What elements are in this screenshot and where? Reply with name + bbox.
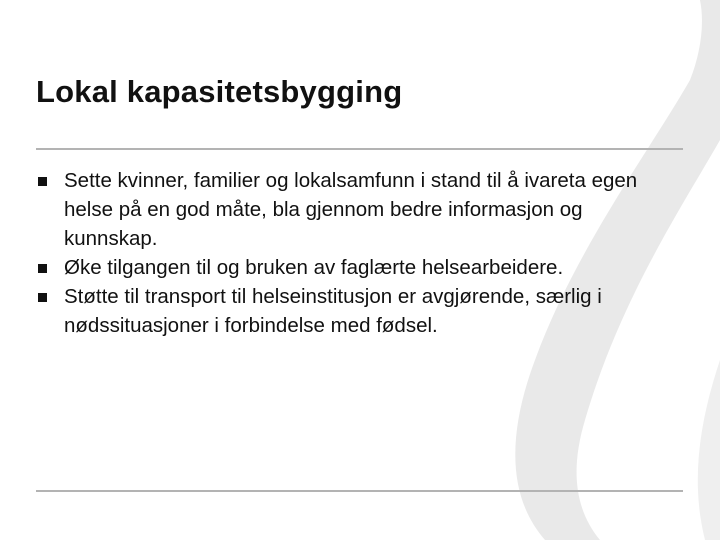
bullet-item xyxy=(36,166,666,253)
bullet-list xyxy=(36,166,666,340)
square-bullet-icon xyxy=(38,293,47,302)
title-divider xyxy=(36,148,683,150)
bullet-text: Støtte til transport til helseinstitusjon er avgjørende, særlig i nødssituasjoner i forbindelse med fødsel. xyxy=(64,285,602,337)
bullet-text: Sette kvinner, familier og lokalsamfunn i stand til å ivareta egen helse på en god måte, bla gjennom bedre informasjon og kunnskap. xyxy=(64,169,638,250)
square-bullet-icon xyxy=(38,264,47,273)
bullet-item xyxy=(36,253,666,282)
watermark-swirl-tail xyxy=(698,360,720,540)
footer-divider xyxy=(36,490,683,492)
bullet-item xyxy=(36,282,666,340)
square-bullet-icon xyxy=(38,177,47,186)
bullet-text: Øke tilgangen til og bruken av faglærte helsearbeidere. xyxy=(64,256,564,279)
slide-title: Lokal kapasitetsbygging xyxy=(36,74,403,109)
